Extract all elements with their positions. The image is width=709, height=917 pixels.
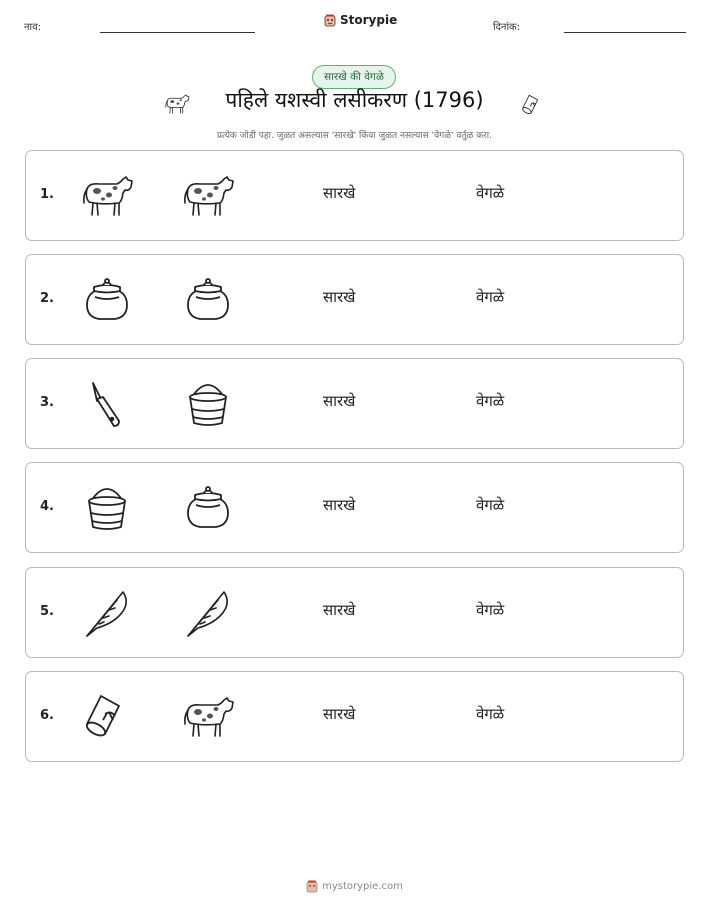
- question-row-4: [25, 462, 684, 553]
- same-option[interactable]: सारखे: [323, 184, 356, 202]
- same-option[interactable]: सारखे: [323, 392, 356, 410]
- question-number: 2.: [40, 291, 54, 306]
- cow-icon: [180, 171, 236, 221]
- date-label: दिनांक:: [493, 22, 521, 33]
- bucket-icon: [79, 483, 135, 533]
- same-option[interactable]: सारखे: [323, 496, 356, 514]
- question-row-5: [25, 567, 684, 658]
- quill-icon: [180, 588, 236, 638]
- footer-url[interactable]: mystorypie.com: [322, 881, 403, 892]
- different-option[interactable]: वेगळे: [476, 184, 505, 202]
- cow-icon: [79, 171, 135, 221]
- question-number: 6.: [40, 708, 54, 723]
- brand: [324, 13, 397, 27]
- same-option[interactable]: सारखे: [323, 601, 356, 619]
- quill-icon: [79, 588, 135, 638]
- question-row-1: [25, 150, 684, 241]
- same-option[interactable]: सारखे: [323, 705, 356, 723]
- worksheet-title: पहिले यशस्वी लसीकरण (1796): [225, 88, 484, 112]
- date-line[interactable]: [564, 32, 686, 33]
- different-option[interactable]: वेगळे: [476, 705, 505, 723]
- bucket-icon: [180, 379, 236, 429]
- different-option[interactable]: वेगळे: [476, 288, 505, 306]
- pot-icon: [180, 483, 236, 533]
- cow-icon: [180, 692, 236, 742]
- question-number: 4.: [40, 499, 54, 514]
- pot-icon: [180, 275, 236, 325]
- storypie-logo-icon: [324, 14, 336, 27]
- question-number: 1.: [40, 187, 54, 202]
- different-option[interactable]: वेगळे: [476, 601, 505, 619]
- instructions: प्रत्येक जोडी पहा. जुळत असल्यास 'सारखे' किंवा जुळत नसल्यास 'वेगळे' वर्तुळ करा.: [216, 131, 492, 141]
- same-option[interactable]: सारखे: [323, 288, 356, 306]
- brand-name: Storypie: [340, 13, 398, 27]
- name-label: नाव:: [24, 22, 42, 33]
- footer: [0, 880, 709, 893]
- lancet-icon: [79, 379, 135, 429]
- question-number: 3.: [40, 395, 54, 410]
- question-number: 5.: [40, 604, 54, 619]
- question-row-2: [25, 254, 684, 345]
- storypie-logo-icon: [306, 880, 318, 893]
- pot-icon: [79, 275, 135, 325]
- different-option[interactable]: वेगळे: [476, 496, 505, 514]
- name-line[interactable]: [100, 32, 255, 33]
- different-option[interactable]: वेगळे: [476, 392, 505, 410]
- question-row-6: [25, 671, 684, 762]
- scroll-icon: [79, 692, 135, 742]
- scroll-icon: [519, 90, 545, 120]
- question-row-3: [25, 358, 684, 449]
- category-tag: सारखे की वेगळे: [312, 65, 396, 89]
